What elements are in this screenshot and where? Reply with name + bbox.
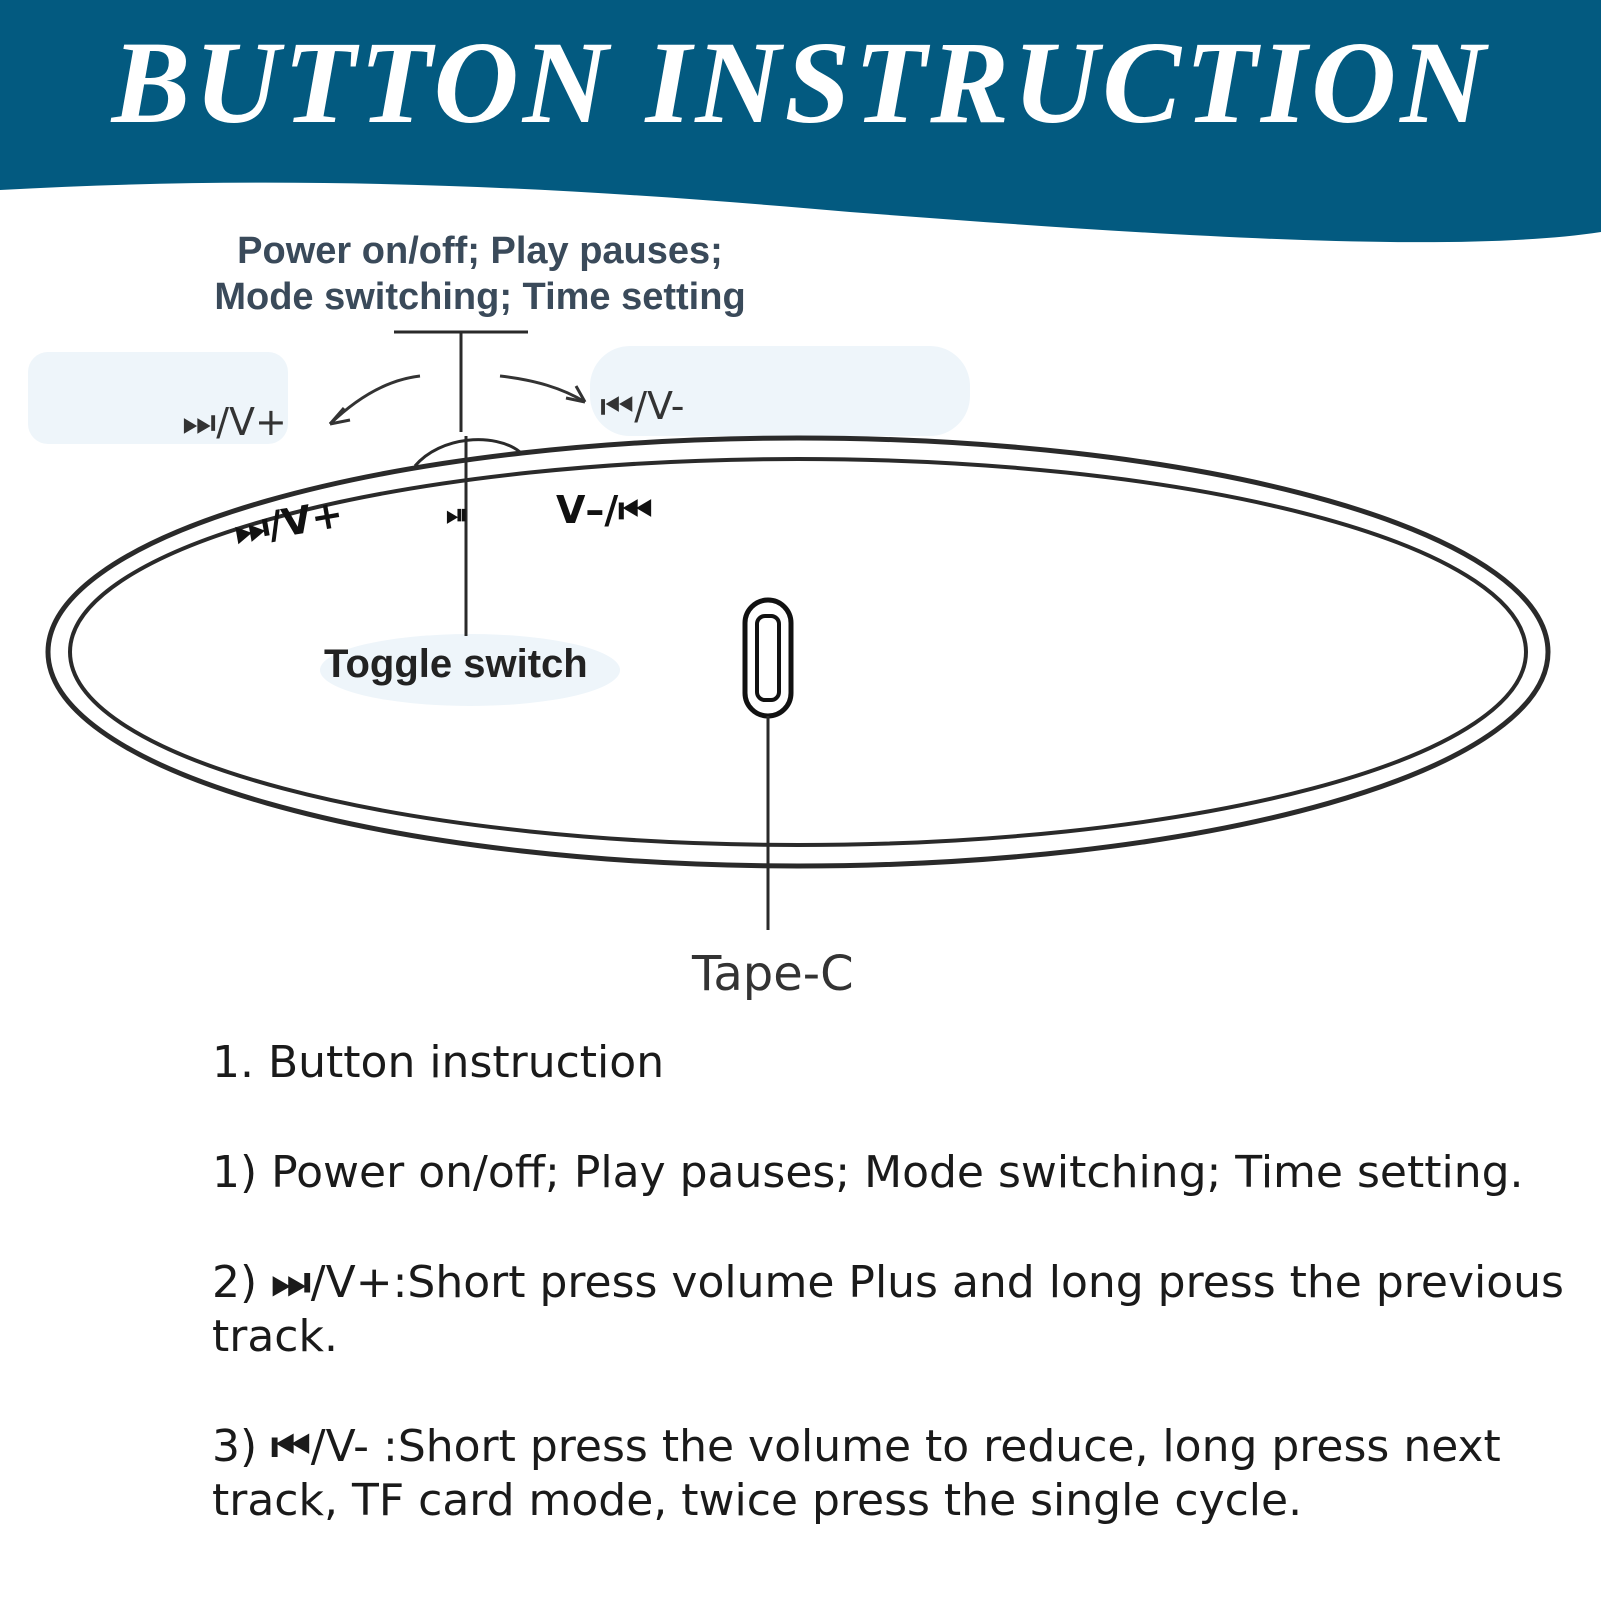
page-title: BUTTON INSTRUCTION [111,17,1490,148]
instruction-text: Power on/off; Play pauses; Mode switching; Time setting. [271,1147,1524,1198]
instruction-item-2 [212,1256,1582,1364]
device-button-vminus-prev: V–/⏮ [556,488,653,532]
instruction-text: /V- :Short press the volume to reduce, long press next track, TF card mode, twice press the single cycle. [212,1421,1501,1526]
usb-c-port-inner [757,616,779,700]
instructions-section [212,1036,1582,1584]
top-callout-line-1: Power on/off; Play pauses; [237,230,723,272]
instruction-item-1 [212,1146,1582,1200]
instructions-title: 1. Button instruction [212,1037,665,1088]
usb-c-port-label: Tape-C [692,946,854,1002]
device-button-next-vplus: ⏭/V+ [231,491,347,554]
device-button-play-pause: ⏯ [446,498,469,531]
instruction-number: 2) [212,1257,258,1308]
arrow-left [330,376,420,424]
toggle-switch-label: Toggle switch [324,642,588,686]
instruction-number: 3) [212,1421,258,1472]
previous-track-icon: ⏮ [271,1421,311,1472]
top-callout-line-2: Mode switching; Time setting [214,276,746,318]
instruction-number: 1) [212,1147,258,1198]
top-callout-label [150,228,810,320]
prev-volume-down-label: ⏮/V- [600,384,685,428]
instruction-text: /V+:Short press volume Plus and long press the previous track. [212,1257,1564,1362]
instruction-item-3 [212,1420,1582,1528]
next-track-icon: ⏭ [271,1257,311,1308]
next-volume-up-label: ⏭/V+ [182,400,287,444]
